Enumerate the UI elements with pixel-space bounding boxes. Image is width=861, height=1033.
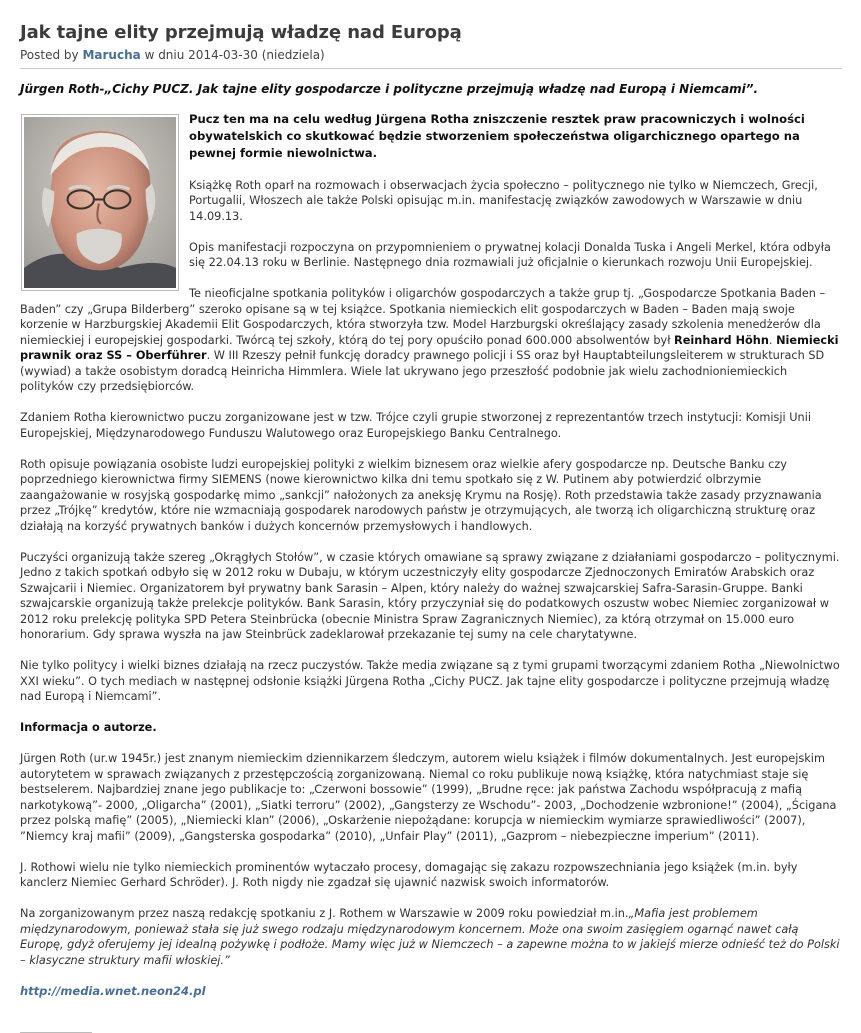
paragraph-3-text-b: . W III Rzeszy pełnił funkcję doradcy prawnego policji i SS oraz był Hauptabteilungsleiterem w strukturach SD (wywiad) a także osobistym doradcą Heinricha Himmlera. Wiele lat ukrywano jego przeszłość podobnie jak wielu zachodnioniemieckich polityków czy przedsiębiorców. [20, 349, 825, 393]
article-title: Jak tajne elity przejmują władzę nad Europą [20, 22, 462, 43]
paragraph-9: J. Rothowi wielu nie tylko niemieckich prominentów wytaczało procesy, domagając się zakazu rozpowszechniania jego książek (m.in. były kanclerz Niemiec Gerhard Schröder). J. Roth nigdy nie zgadzał się ujawnić nazwisk swoich informatorów. [20, 860, 798, 889]
paragraph-8: Jürgen Roth (ur.w 1945r.) jest znanym niemieckim dziennikarzem śledczym, autorem wielu książek i filmów dokumentalnych. Jest europejskim autorytetem w sprawach związanych z przestępczością zorganizowaną. Niemal co roku publikuje nową książkę, która natychmiast staje się bestselerem. Najbardziej znane jego publikacje to: „Czerwoni bossowie” (1999), „Brudne ręce: jak państwa Zachodu współpracują z mafią narkotykową”- 2000, „Oligarcha” (2001), „Siatki terroru” (2002), „Gangsterzy ze Wschodu”- 2003, „Dochodzenie wzbronione!” (2004), „Ścigana przez polską mafię” (2005), „Niemiecki klan” (2006), „Oskarżenie niepożądane: korupcja w niemieckim wymiarze sprawiedliwości” (2007), ”Niemcy kraj mafii” (2009), „Gangsterska gospodarka” (2010), „Unfair Play” (2011), „Gazprom – niebezpieczne imperium” (2011). [20, 752, 837, 843]
paragraph-7: Nie tylko politycy i wielki biznes działają na rzecz puczystów. Także media związane są z tymi grupami tworzącymi zdaniem Rotha „Niewolnictwo XXI wieku”. O tych mediach w następnej odsłonie książki Jürgena Rotha „Cichy PUCZ. Jak tajne elity gospodarcze i polityczne przejmują władzę nad Europą i Niemcami”. [20, 659, 840, 703]
source-line [20, 984, 842, 1000]
paragraph-6: Puczyści organizują także szereg „Okrągłych Stołów”, w czasie których omawiane są sprawy związane z działaniami gospodarczo – politycznymi. Jedno z takich spotkań odbyło się w 2012 roku w Dubaju, w którym uczestniczyły elity gospodarcze Zjednoczonych Emiratów Arabskich oraz Szwajcarii i Niemiec. Organizatorem był prywatny bank Sarasin – Alpen, który należy do ważnej szwajcarskiej Safra-Sarasin-Gruppe. Banki szwajcarskie organizują także prelekcje polityków. Bank Sarasin, który przyczyniał się do podatkowych oszustw wobec Niemiec zorganizował w 2012 roku prelekcję polityka SPD Petera Steinbrücka (obecnie Ministra Spraw Zagranicznych Niemiec), za którą otrzymał on 15.000 euro honorarium. Gdy sprawa wyszła na jaw Steinbrück zadeklarował przekazanie tej sumy na cele charytatywne. [20, 550, 840, 641]
paragraph-3-separator: . [768, 333, 777, 347]
author-link[interactable]: Marucha [82, 48, 141, 62]
article-body [20, 111, 842, 999]
paragraph-1: Książkę Roth oparł na rozmowach i obserwacjach życia społeczno – politycznego nie tylko w Niemczech, Grecji, Portugalii, Włoszech ale także Polski opisując m.in. manifestację związków zawodowych w Warszawie w dniu 14.09.13. [189, 178, 818, 223]
paragraph-2: Opis manifestacji rozpoczyna on przypomnieniem o prywatnej kolacji Donalda Tuska i Angeli Merkel, która odbyła się 22.04.13 roku w Berlinie. Następnego dnia rozmawiali już oficjalnie o kierunkach rozwoju Unii Europejskiej. [189, 240, 831, 269]
paragraph-10 [20, 906, 842, 968]
author-photo [21, 114, 179, 291]
paragraph-4: Zdaniem Rotha kierownictwo puczu zorganizowane jest w tzw. Trójce czyli grupie stworzonej z reprezentantów trzech instytucji: Komisji Unii Europejskiej, Międzynarodowego Funduszu Walutowego oraz Europejskiego Banku Centralnego. [20, 411, 811, 440]
post-date: w dniu 2014-03-30 (niedziela) [144, 48, 325, 62]
post-meta [20, 47, 842, 69]
paragraph-3-text-a: Te nieoficjalne spotkania polityków i oligarchów gospodarczych a także grup tj. „Gospodarcze Spotkania Baden – Baden” czy „Grupa Bilderberg” szeroko opisane są w tej książce. Spotkania niemieckich elit gospodarczych w Baden – Baden mają swoje korzenie w Harzburgskiej Akademii Elit Gospodarczych, która stworzyła tzw. Model Harzburgski określający zasady szkolenia menedżerów dla niemieckiej i europejskiej gospodarki. Twórcą tej szkoły, którą do tej pory opuściło ponad 600.000 absolwentów był [20, 287, 826, 347]
article-lead: Jürgen Roth-„Cichy PUCZ. Jak tajne elity gospodarcze i polityczne przejmują władzę nad Europą i Niemcami”. [20, 82, 759, 96]
reinhard-hohn-name: Reinhard Höhn [674, 333, 769, 347]
source-link[interactable]: http://media.wnet.neon24.pl [20, 983, 206, 998]
paragraph-5: Roth opisuje powiązania osobiste ludzi europejskiej polityki z wielkim biznesem oraz wielkie afery gospodarcze np. Deutsche Banku czy poprzedniego kierownictwa firmy SIEMENS (nowe kierownictwo kilka dni temu spotkało się z W. Putinem aby potwierdzić olbrzymie zaangażowanie w rosyjską gospodarkę mimo „sankcji” nałożonych za aneksję Krymu na Rosję). Roth przedstawia także zasady przyznawania przez „Trójkę” kredytów, które nie wzmacniają gospodarek narodowych państw je otrzymujących, ale tworzą ich oligarchiczną strukturę oraz działają na korzyść prywatnych banków i dużych koncernów przemysłowych i handlowych. [20, 457, 822, 533]
article-intro: Pucz ten ma na celu według Jürgena Rotha zniszczenie resztek praw pracowniczych i wolności obywatelskich co skutkować będzie stworzeniem społeczeństwa oligarchicznego opartego na pewnej formie niewolnictwa. [189, 112, 805, 160]
roth-quote: „Mafia jest problemem międzynarodowym, ponieważ stała się już swego rodzaju międzynarodowym koncernem. Może ona swoim zasięgiem ogarnąć nawet całą Europę, gdyż oferujemy jej idealną pożywkę i podłoże. Mamy więc już w Niemczech – a zapewne można to w jakiejś mierze odnieść też do Polski – klasyczne struktury mafii włoskiej.” [20, 907, 840, 967]
paragraph-3 [20, 286, 842, 395]
posted-by-label: Posted by [20, 48, 79, 62]
author-info-heading: Informacja o autorze. [20, 721, 157, 734]
author-portrait-photo [24, 117, 176, 288]
paragraph-10-text: Na zorganizowanym przez naszą redakcję spotkaniu z J. Rothem w Warszawie w 2009 roku powiedział m.in. [20, 907, 629, 920]
reinhard-hohn-role: Niemiecki prawnik oraz SS – Oberführer [20, 333, 839, 362]
